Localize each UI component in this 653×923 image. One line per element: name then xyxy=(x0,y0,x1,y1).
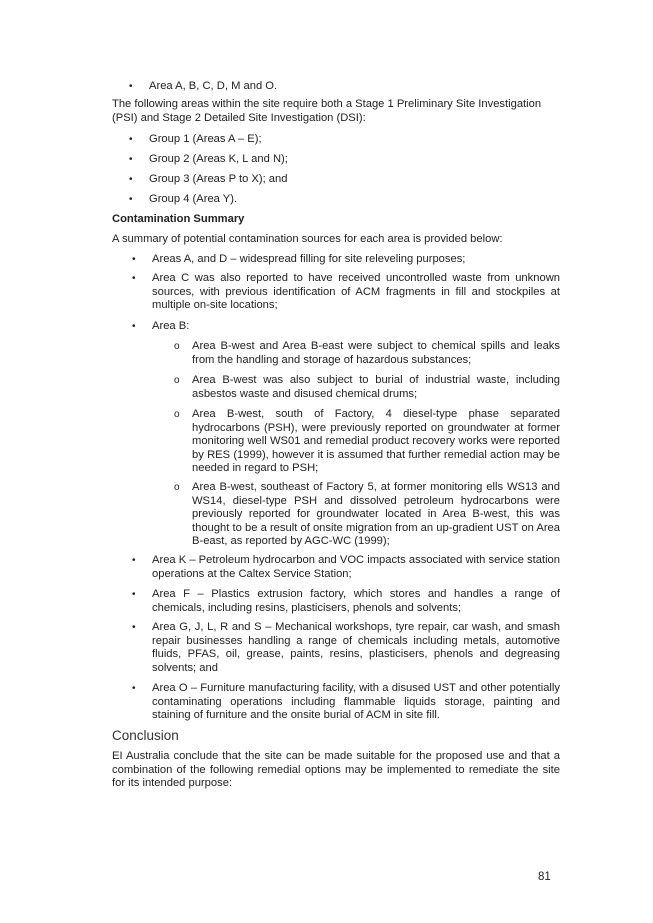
conclusion-paragraph: EI Australia conclude that the site can be made suitable for the proposed use and that a combination of the following remedial options may be implemented to remediate the site for its intended purpose: xyxy=(112,750,560,790)
bullet-glyph: • xyxy=(132,273,136,284)
list-item-text: Area B: xyxy=(152,320,190,332)
list-item xyxy=(132,621,560,675)
sub-bullet-glyph: o xyxy=(174,341,180,352)
sub-bullet-glyph: o xyxy=(174,375,180,386)
bullet-glyph: • xyxy=(132,683,136,694)
list-item-text: Area A, B, C, D, M and O. xyxy=(149,80,278,92)
list-item-text: Group 2 (Areas K, L and N); xyxy=(149,153,288,165)
list-item-text: Areas A, and D – widespread filling for site releveling purposes; xyxy=(152,253,466,265)
bullet-glyph: • xyxy=(129,194,133,205)
list-item xyxy=(129,153,560,167)
list-item-text: Group 3 (Areas P to X); and xyxy=(149,173,288,185)
sub-list-item-text: Area B-west, south of Factory, 4 diesel-type phase separated hydrocarbons (PSH), were previously reported on groundwater at former monitoring well WS01 and remedial product recovery works were reported by RES (1999), however it is assumed that further remedial action may be needed in regard to PSH; xyxy=(192,408,560,475)
bullet-glyph: • xyxy=(129,81,133,92)
list-item xyxy=(129,80,560,94)
list-item xyxy=(132,320,560,334)
bullet-glyph: • xyxy=(129,134,133,145)
sub-list-item xyxy=(174,481,560,549)
page-number: 81 xyxy=(538,871,551,883)
bullet-glyph: • xyxy=(132,321,136,332)
sub-bullet-glyph: o xyxy=(174,482,180,493)
list-item xyxy=(132,253,560,267)
list-item xyxy=(132,682,560,723)
bullet-glyph: • xyxy=(132,589,136,600)
list-item xyxy=(132,554,560,581)
list-item xyxy=(129,133,560,147)
list-item-text: Area C was also reported to have received uncontrolled waste from unknown sources, with previous identification of ACM fragments in fill and stockpiles at multiple on-site locations; xyxy=(152,272,560,312)
sub-list-item xyxy=(174,340,560,367)
list-item xyxy=(129,193,560,207)
list-item-text: Group 1 (Areas A – E); xyxy=(149,133,262,145)
intro-paragraph: The following areas within the site require both a Stage 1 Preliminary Site Investigation (PSI) and Stage 2 Detailed Site Investigation (DSI): xyxy=(112,98,542,124)
list-item xyxy=(129,173,560,187)
sub-bullet-glyph: o xyxy=(174,409,180,420)
list-item xyxy=(132,272,560,313)
list-item-text: Group 4 (Area Y). xyxy=(149,193,238,205)
bullet-glyph: • xyxy=(132,555,136,566)
list-item-text: Area K – Petroleum hydrocarbon and VOC impacts associated with service station operations at the Caltex Service Station; xyxy=(152,554,560,580)
bullet-glyph: • xyxy=(129,174,133,185)
contamination-intro: A summary of potential contamination sources for each area is provided below: xyxy=(112,233,503,245)
list-item xyxy=(132,588,560,615)
bullet-glyph: • xyxy=(132,254,136,265)
contamination-heading: Contamination Summary xyxy=(112,213,245,225)
list-item-text: Area G, J, L, R and S – Mechanical workshops, tyre repair, car wash, and smash repair businesses handling a range of chemicals including metals, automotive fluids, PFAS, oil, grease, paints, resins, plasticisers, phenols and degreasing solvents; and xyxy=(152,621,560,674)
bullet-glyph: • xyxy=(132,622,136,633)
sub-list-item xyxy=(174,408,560,476)
sub-list-item-text: Area B-west and Area B-east were subject to chemical spills and leaks from the handling and storage of hazardous substances; xyxy=(192,340,560,366)
list-item-text: Area O – Furniture manufacturing facility, with a disused UST and other potentially contaminating operations including flammable liquids storage, painting and staining of furniture and the onsite burial of ACM in site fill. xyxy=(152,682,560,722)
list-item-text: Area F – Plastics extrusion factory, which stores and handles a range of chemicals, including resins, plasticisers, phenols and solvents; xyxy=(152,588,560,614)
sub-list-item xyxy=(174,374,560,401)
sub-list-item-text: Area B-west was also subject to burial of industrial waste, including asbestos waste and disused chemical drums; xyxy=(192,374,560,400)
conclusion-heading: Conclusion xyxy=(112,728,179,743)
sub-list-item-text: Area B-west, southeast of Factory 5, at former monitoring ells WS13 and WS14, diesel-type PSH and dissolved petroleum hydrocarbons were previously reported for groundwater located in Area B-west, this was thought to be a result of onsite migration from an up-gradient UST on Area B-east, as reported by AGC-WC (1999); xyxy=(192,481,560,548)
bullet-glyph: • xyxy=(129,154,133,165)
